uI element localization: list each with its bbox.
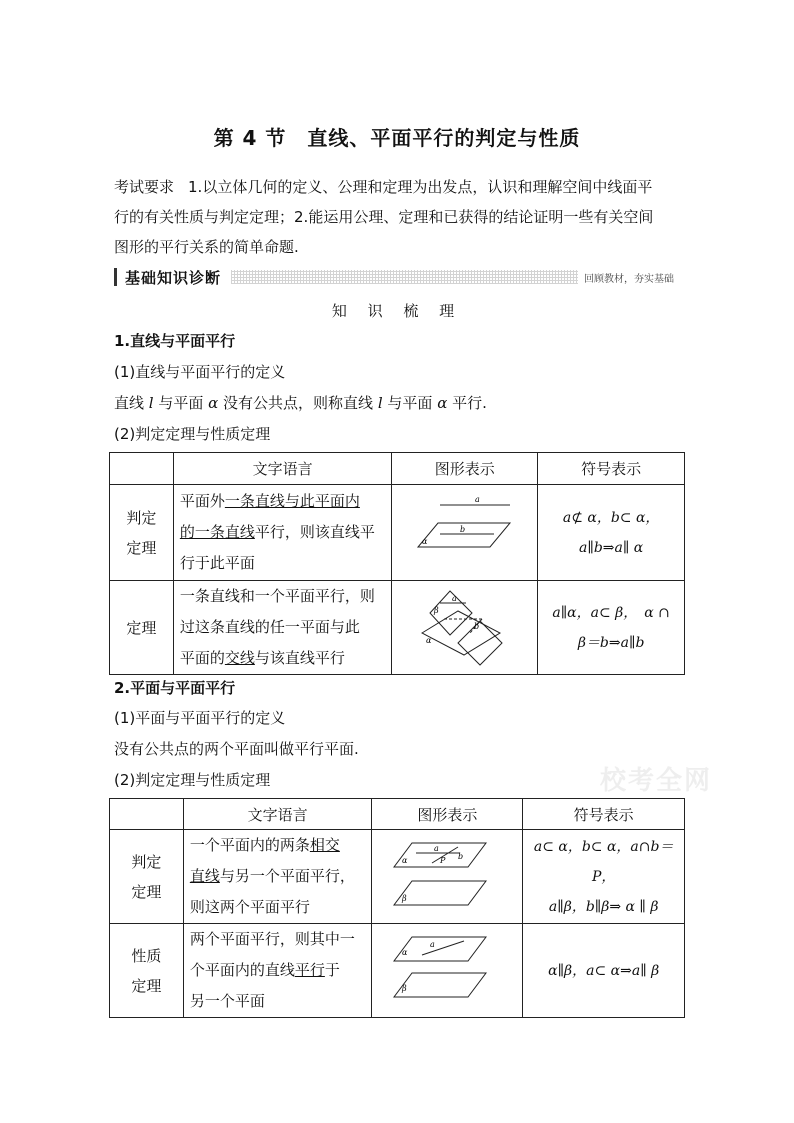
row-text xyxy=(183,830,372,924)
planes-parallel-judgement-diagram xyxy=(382,833,512,917)
row-text xyxy=(173,485,391,581)
label-p: P xyxy=(440,855,446,865)
category-text: 判定 xyxy=(126,508,157,527)
row-symbol xyxy=(538,485,685,581)
text-part: 两个平面平行，则其中一 xyxy=(189,930,355,948)
symbol-text: a∥β，b∥β⇒ α ∥ β xyxy=(548,898,659,915)
def-text: 与平面 xyxy=(153,394,209,412)
underlined-text: 的一条直线 xyxy=(179,523,255,541)
def-text: 直线 xyxy=(114,394,149,412)
knowledge-heading: 知 识 梳 理 xyxy=(331,302,463,320)
symbol-text: P， xyxy=(591,868,616,885)
def-alpha: α xyxy=(208,394,219,412)
table-row xyxy=(110,485,685,581)
banner-left xyxy=(114,266,225,288)
banner-title: 基础知识诊断 xyxy=(125,268,222,287)
row-figure xyxy=(372,830,523,924)
category-text: 定理 xyxy=(131,976,162,995)
watermark: 校考全网 xyxy=(600,766,713,796)
section1-definition xyxy=(114,392,487,413)
label-a: a xyxy=(451,593,457,603)
symbol-text: a⊄ α，b⊂ α， xyxy=(562,509,660,526)
table-header: 文字语言 xyxy=(173,453,391,485)
table-header: 符号表示 xyxy=(523,799,685,830)
text-part: 个平面内的直线 xyxy=(189,961,295,979)
requirements-lead: 考试要求 xyxy=(114,178,175,196)
row-symbol xyxy=(538,581,685,675)
row-category xyxy=(110,830,184,924)
page-title: 第 4 节 直线、平面平行的判定与性质 xyxy=(213,126,581,150)
table-header xyxy=(110,453,174,485)
label-beta: β xyxy=(433,605,439,615)
table-header: 符号表示 xyxy=(538,453,685,485)
row-category xyxy=(110,485,174,581)
table-header xyxy=(110,799,184,830)
label-b: b xyxy=(473,621,479,631)
exam-requirements xyxy=(114,172,684,262)
label-a: a xyxy=(430,939,436,949)
line-parallel-plane-diagram xyxy=(400,491,530,571)
row-category: 定理 xyxy=(110,581,174,675)
section1-sub2: (2)判定定理与性质定理 xyxy=(114,425,271,443)
text-part: 平面的 xyxy=(179,649,225,667)
text-part: 与该直线平行 xyxy=(254,649,345,667)
section1-heading: 1.直线与平面平行 xyxy=(114,332,236,350)
table-row xyxy=(110,830,685,924)
category-text: 定理 xyxy=(131,882,162,901)
requirements-line-1: 1.以立体几何的定义、公理和定理为出发点，认识和理解空间中线面平 xyxy=(188,178,653,196)
requirements-line-3: 图形的平行关系的简单命题. xyxy=(114,238,299,256)
plane-intersection-diagram xyxy=(400,583,530,669)
row-category xyxy=(110,924,184,1018)
label-alpha: α xyxy=(402,947,408,957)
text-part: 与另一个平面平行， xyxy=(219,867,355,885)
row-symbol xyxy=(523,924,685,1018)
requirements-line-2: 行的有关性质与判定定理；2.能运用公理、定理和已获得的结论证明一些有关空间 xyxy=(114,208,654,226)
row-text xyxy=(173,581,391,675)
section2-sub1: (1)平面与平面平行的定义 xyxy=(114,709,286,727)
def-text: 平行. xyxy=(447,394,487,412)
section-banner xyxy=(114,266,682,288)
label-b: b xyxy=(459,524,465,534)
line-plane-table xyxy=(109,452,685,675)
symbol-text: a⊂ α，b⊂ α，a∩b＝ xyxy=(533,838,674,855)
text-part: 于 xyxy=(324,961,340,979)
text-part: 另一个平面 xyxy=(189,992,265,1010)
category-text: 判定 xyxy=(131,852,162,871)
text-part: 平行，则该直线平 xyxy=(254,523,375,541)
underlined-text: 直线 xyxy=(189,867,220,885)
label-alpha: α xyxy=(421,536,428,546)
label-b: b xyxy=(458,851,464,861)
section2-sub2: (2)判定定理与性质定理 xyxy=(114,771,271,789)
row-text xyxy=(183,924,372,1018)
table-row xyxy=(110,924,685,1018)
planes-parallel-property-diagram xyxy=(382,927,512,1011)
symbol-text: a∥b⇒a∥ α xyxy=(579,539,644,556)
text-part: 一个平面内的两条 xyxy=(189,836,310,854)
row-figure xyxy=(392,485,538,581)
row-symbol xyxy=(523,830,685,924)
def-alpha: α xyxy=(437,394,448,412)
underlined-text: 交线 xyxy=(224,649,255,667)
section2-heading: 2.平面与平面平行 xyxy=(114,679,236,697)
plane-plane-table xyxy=(109,798,685,1018)
underlined-text: 平行 xyxy=(294,961,325,979)
category-text: 定理 xyxy=(126,538,157,557)
label-alpha: α xyxy=(402,855,408,865)
text-part: 一条直线和一个平面平行，则 xyxy=(179,587,375,605)
table-row xyxy=(110,581,685,675)
label-beta: β xyxy=(402,983,407,993)
text-part: 平面外 xyxy=(179,492,225,510)
underlined-text: 相交 xyxy=(309,836,340,854)
section1-sub1: (1)直线与平面平行的定义 xyxy=(114,363,286,381)
row-figure xyxy=(372,924,523,1018)
section2-definition: 没有公共点的两个平面叫做平行平面. xyxy=(114,740,359,758)
def-text: 与平面 xyxy=(382,394,438,412)
text-part: 则这两个平面平行 xyxy=(189,898,310,916)
symbol-text: β＝b⇒a∥b xyxy=(577,634,645,651)
def-text: 没有公共点，则称直线 xyxy=(218,394,378,412)
def-l: l xyxy=(377,394,383,412)
banner-pattern xyxy=(231,270,578,284)
def-l: l xyxy=(148,394,154,412)
symbol-text: α∥β，a⊂ α⇒a∥ β xyxy=(548,962,660,979)
underlined-text: 一条直线与此平面内 xyxy=(224,492,360,510)
row-figure xyxy=(392,581,538,675)
banner-bar xyxy=(114,268,117,286)
table-header: 文字语言 xyxy=(183,799,372,830)
label-a: a xyxy=(474,494,480,504)
symbol-text: a∥α，a⊂ β， α ∩ xyxy=(552,604,670,621)
table-header: 图形表示 xyxy=(372,799,523,830)
banner-subtitle: 回顾教材，夯实基础 xyxy=(584,273,674,285)
category-text: 性质 xyxy=(131,946,162,965)
table-header: 图形表示 xyxy=(392,453,538,485)
label-beta: β xyxy=(402,893,407,903)
text-part: 行于此平面 xyxy=(179,554,255,572)
label-a: a xyxy=(434,843,440,853)
text-part: 过这条直线的任一平面与此 xyxy=(179,618,360,636)
label-alpha: α xyxy=(425,635,432,645)
